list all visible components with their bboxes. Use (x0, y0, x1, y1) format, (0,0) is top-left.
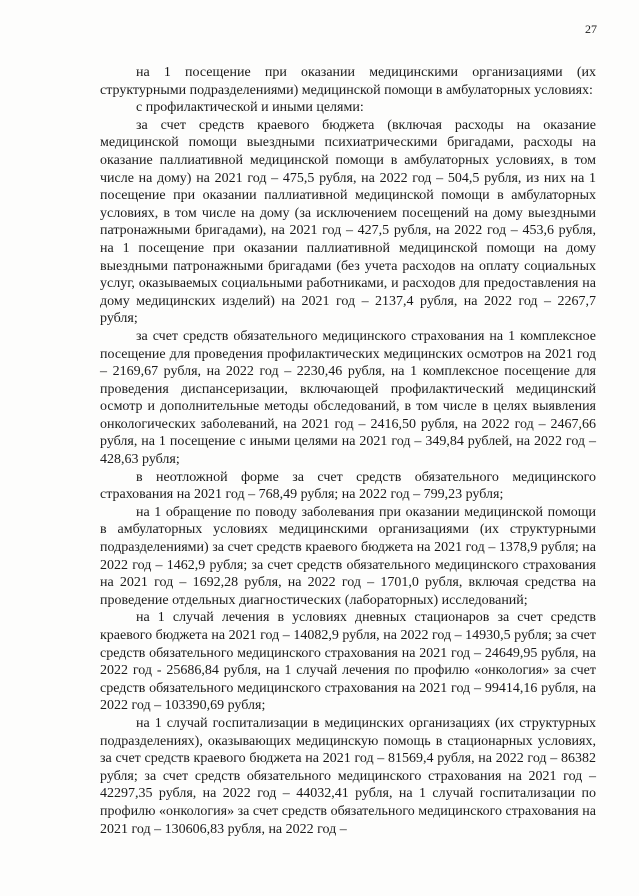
paragraph: на 1 посещение при оказании медицинскими организациями (их структурными подразделениями) медицинской помощи в амбулаторных условиях: (100, 65, 596, 98)
page-number: 27 (585, 22, 597, 36)
paragraph: в неотложной форме за счет средств обязательного медицинского страхования на 2021 год – 768,49 рубля; на 2022 год – 799,23 рубля; (100, 469, 596, 503)
paragraph: на 1 обращение по поводу заболевания при оказании медицинской помощи в амбулаторных условиях медицинскими организациями (их структурными подразделениями) за счет средств краевого бюджета на 2021 год – 1378,9 рубля; на 2022 год – 1462,9 рубля; за счет средств обязательного медицинского страхования на 2021 год – 1692,28 рубля, на 2022 год – 1701,0 рубля, включая средства на проведение отдельных диагностических (лабораторных) исследований; (100, 504, 596, 608)
paragraph: с профилактической и иными целями: (136, 100, 364, 116)
paragraph: за счет средств краевого бюджета (включая расходы на оказание медицинской помощи выездными психиатрическими бригадами, расходы на оказание паллиативной медицинской помощи в амбулаторных условиях, в том числе на дому) на 2021 год – 475,5 рубля, на 2022 год – 504,5 рубля, из них на 1 посещение при оказании паллиативной медицинской помощи в амбулаторных условиях, в том числе на дому (за исключением посещений на дому выездными патронажными бригадами), на 2021 год – 427,5 рубля, на 2022 год – 453,6 рубля, на 1 посещение при оказании паллиативной медицинской помощи на дому выездными патронажными бригадами (без учета расходов на оплату социальных услуг, оказываемых социальными работниками, и расходов для предоставления на дому медицинских изделий) на 2021 год – 2137,4 рубля, на 2022 год – 2267,7 рубля; (100, 117, 596, 327)
paragraph: на 1 случай лечения в условиях дневных стационаров за счет средств краевого бюджета на 2021 год – 14082,9 рубля, на 2022 год – 14930,5 рубля; за счет средств обязательного медицинского страхования на 2021 год – 24649,95 рубля, на 2022 год - 25686,84 рубля, на 1 случай лечения по профилю «онкология» за счет средств обязательного медицинского страхования на 2021 год – 99414,16 рубля, на 2022 год – 103390,69 рубля; (100, 610, 596, 714)
document-body (100, 64, 596, 838)
paragraph: за счет средств обязательного медицинского страхования на 1 комплексное посещение для проведения профилактических медицинских осмотров на 2021 год – 2169,67 рубля, на 2022 год – 2230,46 рубля, на 1 комплексное посещение для проведения диспансеризации, включающей профилактический медицинский осмотр и дополнительные методы обследований, в том числе в целях выявления онкологических заболеваний, на 2021 год – 2416,50 рубля, на 2022 год – 2467,66 рубля, на 1 посещение с иными целями на 2021 год – 349,84 рублей, на 2022 год – 428,63 рубля; (100, 328, 596, 468)
paragraph: на 1 случай госпитализации в медицинских организациях (их структурных подразделениях), оказывающих медицинскую помощь в стационарных условиях, за счет средств краевого бюджета на 2021 год – 81569,4 рубля, на 2022 год – 86382 рубля; за счет средств обязательного медицинского страхования на 2021 год – 42297,35 рубля, на 2022 год – 44032,41 рубля, на 1 случай госпитализации по профилю «онкология» за счет средств обязательного медицинского страхования на 2021 год – 130606,83 рубля, на 2022 год – (100, 715, 596, 837)
